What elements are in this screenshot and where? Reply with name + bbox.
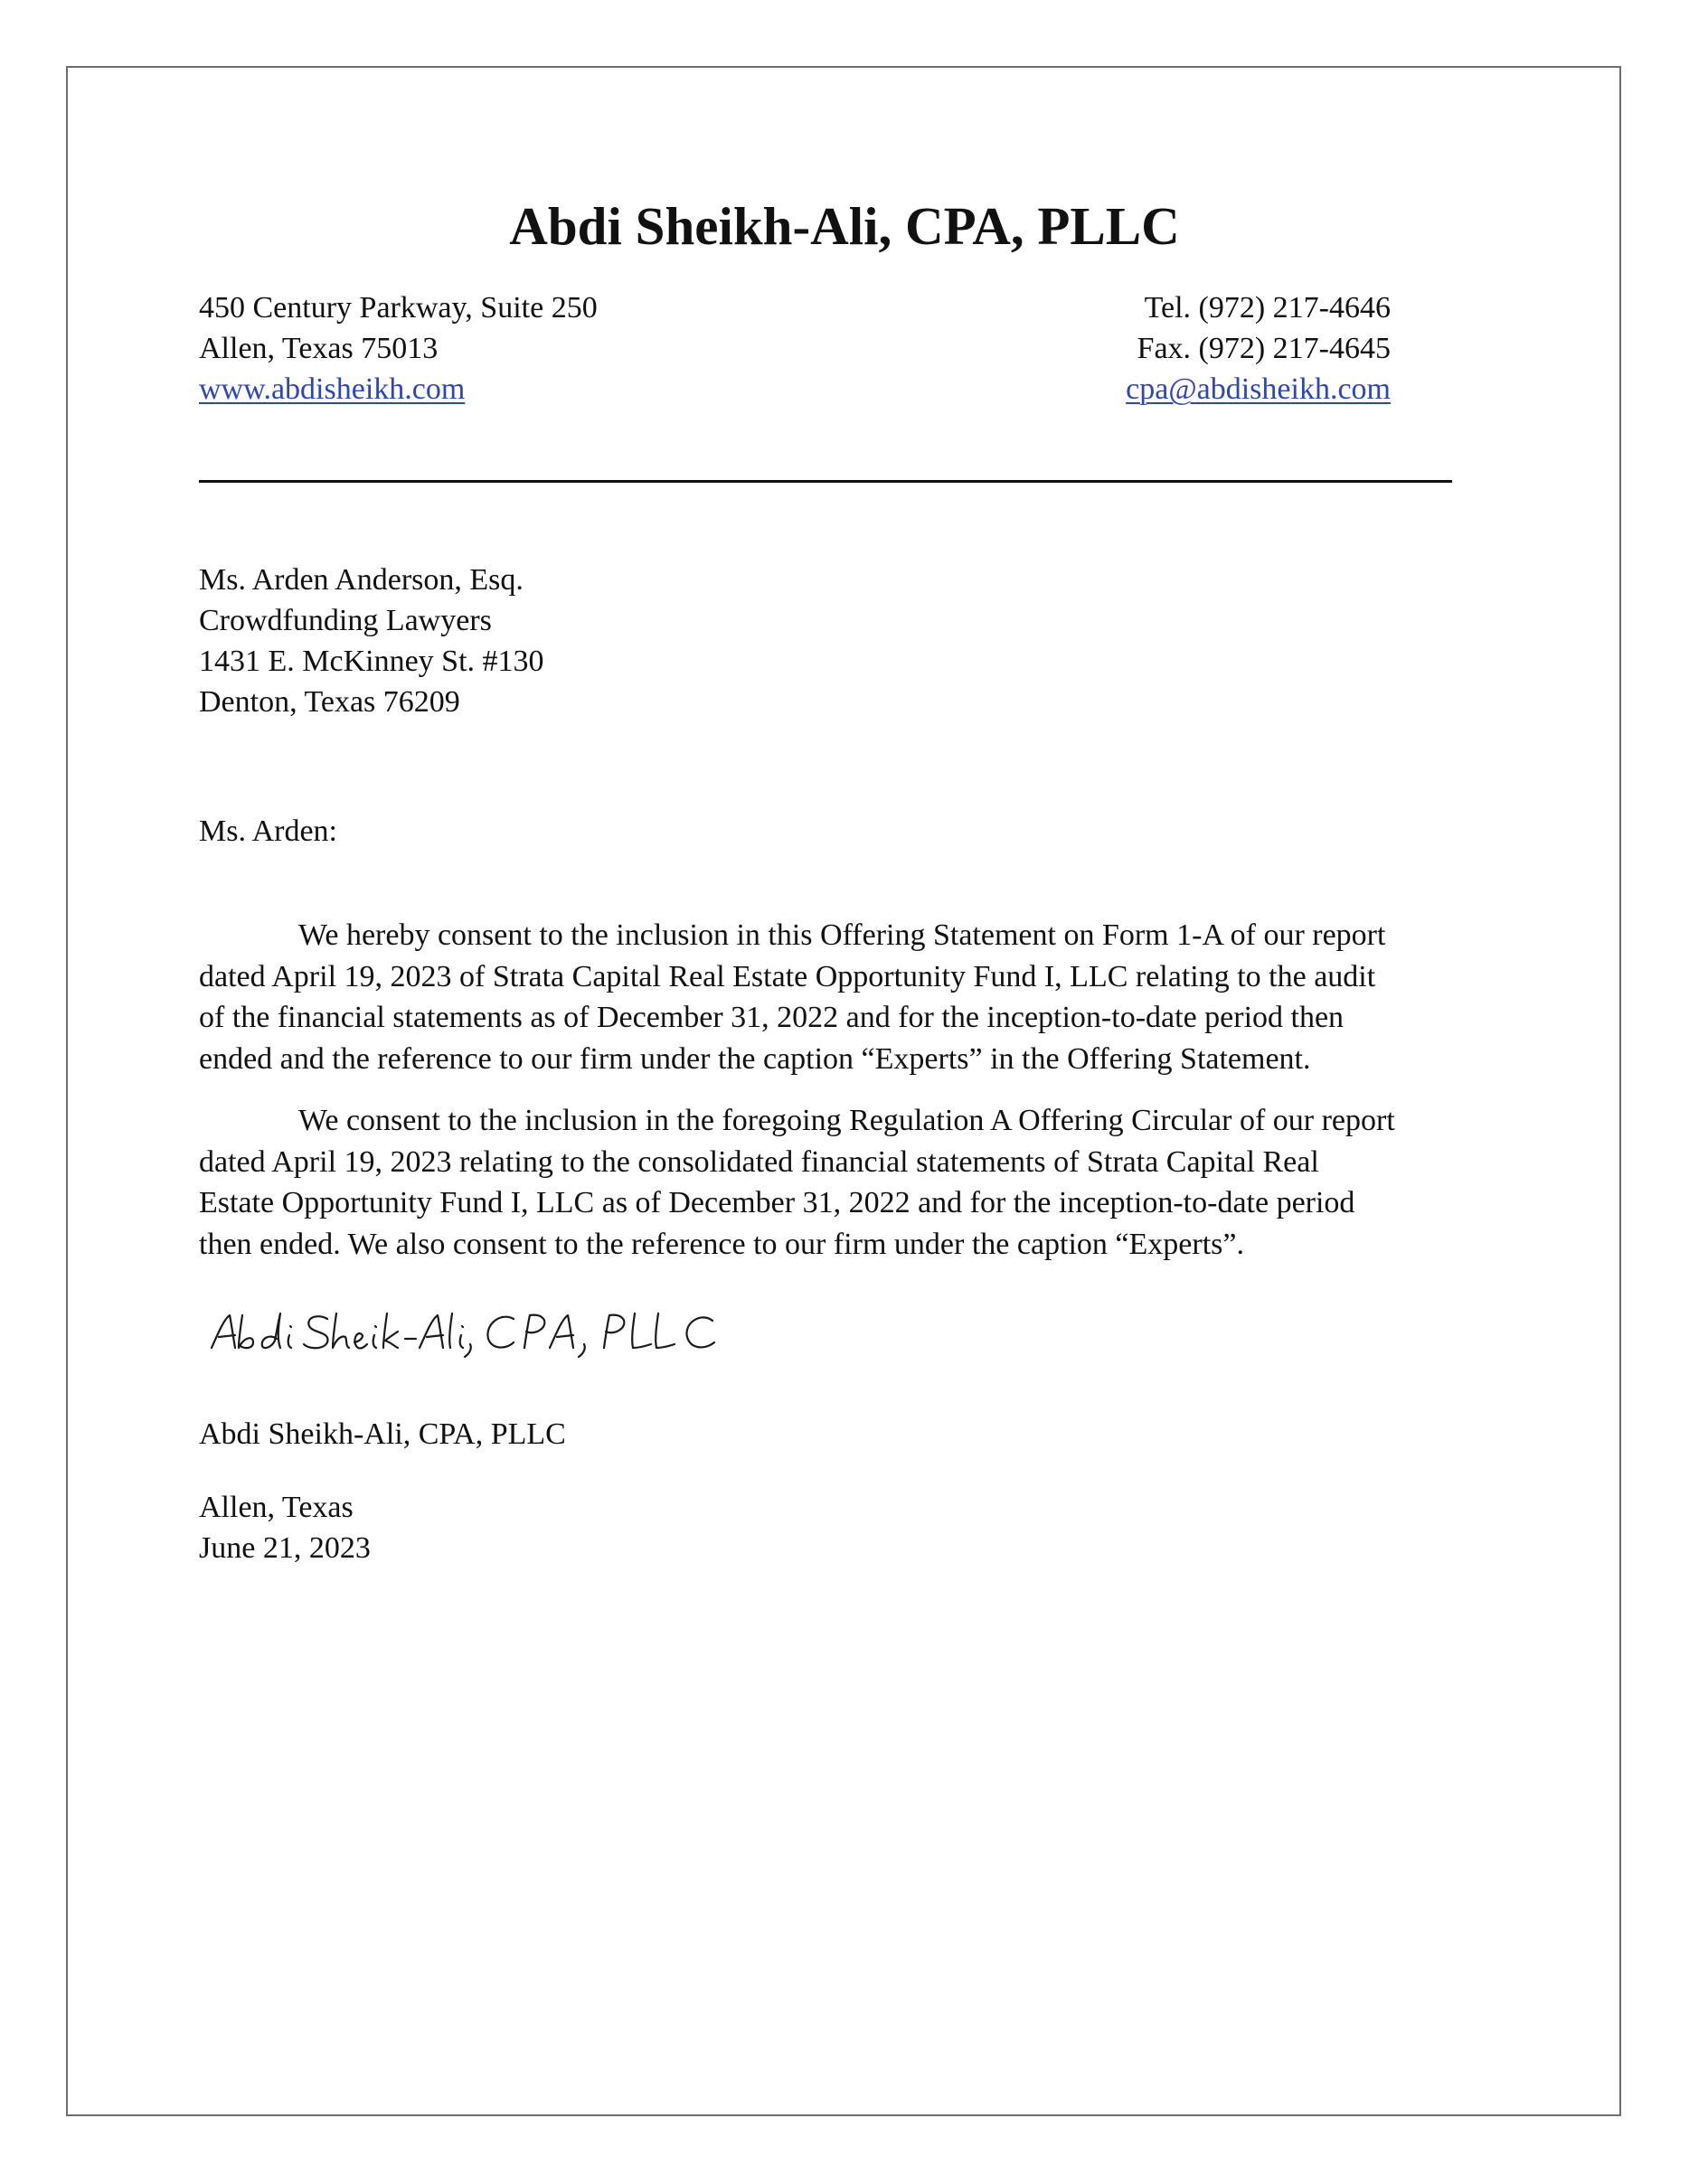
paragraph-line: dated April 19, 2023 of Strata Capital Real Estate Opportunity Fund I, LLC relating to the audit [199,959,1376,993]
website-link[interactable]: www.abdisheikh.com [199,372,466,406]
recipient-street: 1431 E. McKinney St. #130 [199,645,544,678]
signing-date: June 21, 2023 [199,1531,371,1565]
letterhead-address-line1: 450 Century Parkway, Suite 250 [199,291,598,325]
letterhead-fax: Fax. (972) 217-4645 [1137,332,1391,365]
paragraph-line: We consent to the inclusion in the foregoing Regulation A Offering Circular of our report [298,1104,1395,1137]
consent-paragraph-1 [199,915,1490,1079]
letterhead-divider [199,480,1452,483]
letterhead-telephone: Tel. (972) 217-4646 [1144,291,1391,325]
salutation: Ms. Arden: [199,814,337,848]
email-link-text[interactable]: cpa@abdisheikh.com [1126,372,1391,406]
signatory-printed-name: Abdi Sheikh-Ali, CPA, PLLC [199,1417,566,1451]
paragraph-line: of the financial statements as of December 31, 2022 and for the inception-to-date period then [199,1001,1345,1034]
recipient-city: Denton, Texas 76209 [199,685,460,719]
letterhead-address-line2: Allen, Texas 75013 [199,332,439,365]
paragraph-line: ended and the reference to our firm under the caption “Experts” in the Offering Statement. [199,1041,1311,1076]
paragraph-line: then ended. We also consent to the reference to our firm under the caption “Experts”. [199,1227,1244,1261]
handwritten-signature [206,1304,722,1359]
consent-paragraph-2 [199,1100,1490,1265]
email-link[interactable] [904,369,1391,410]
letterhead-firm-name: Abdi Sheikh-Ali, CPA, PLLC [509,196,1180,256]
paragraph-line: dated April 19, 2023 relating to the consolidated financial statements of Strata Capital Real [199,1144,1319,1179]
signing-location: Allen, Texas [199,1491,354,1524]
paragraph-line: Estate Opportunity Fund I, LLC as of December 31, 2022 and for the inception-to-date period [199,1186,1355,1219]
paragraph-line: We hereby consent to the inclusion in this Offering Statement on Form 1-A of our report [298,918,1386,952]
recipient-company: Crowdfunding Lawyers [199,604,492,637]
recipient-name: Ms. Arden Anderson, Esq. [199,563,524,597]
